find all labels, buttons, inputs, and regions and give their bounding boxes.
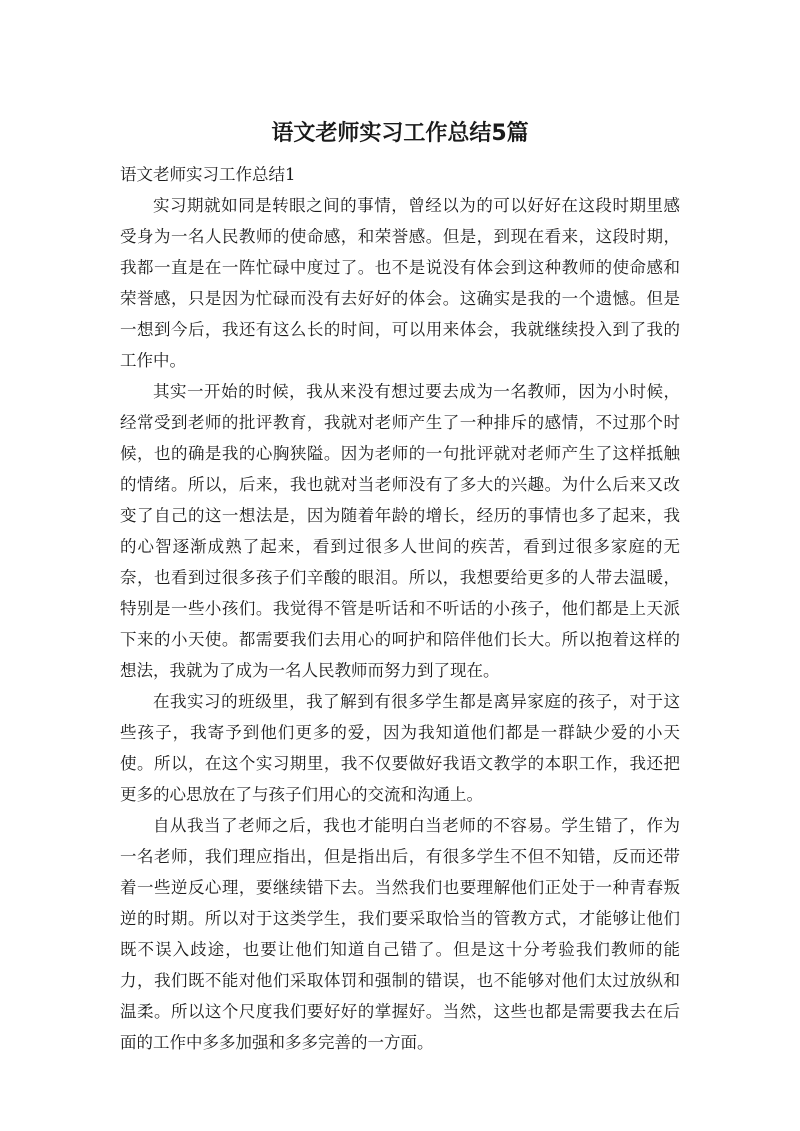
paragraph-1: 实习期就如同是转眼之间的事情，曾经以为的可以好好在这段时期里感受身为一名人民教师的使命感，和荣誉感。但是，到现在看来，这段时期，我都一直是在一阵忙碌中度过了。也不是说没有体会到这种教师的使命感和荣誉感，只是因为忙碌而没有去好好的体会。这确实是我的一个遗憾。但是一想到今后，我还有这么长的时间，可以用来体会，我就继续投入到了我的工作中。 xyxy=(120,196,680,370)
paragraph-2: 其实一开始的时候，我从来没有想过要去成为一名教师，因为小时候，经常受到老师的批评教育，我就对老师产生了一种排斥的感情，不过那个时候，也的确是我的心胸狭隘。因为老师的一句批评就对老师产生了这样抵触的情绪。所以，后来，我也就对当老师没有了多大的兴趣。为什么后来又改变了自己的这一想法是，因为随着年龄的增长，经历的事情也多了起来，我的心智逐渐成熟了起来，看到过很多人世间的疾苦，看到过很多家庭的无奈，也看到过很多孩子们辛酸的眼泪。所以，我想要给更多的人带去温暖，特别是一些小孩们。我觉得不管是听话和不听话的小孩子，他们都是上天派下来的小天使。都需要我们去用心的呵护和陪伴他们长大。所以抱着这样的想法，我就为了成为一名人民教师而努力到了现在。 xyxy=(120,382,680,680)
document-body xyxy=(120,160,680,1058)
document-title: 语文老师实习工作总结5篇 xyxy=(271,121,529,146)
paragraph-4: 自从我当了老师之后，我也才能明白当老师的不容易。学生错了，作为一名老师，我们理应指出，但是指出后，有很多学生不但不知错，反而还带着一些逆反心理，要继续错下去。当然我们也要理解他们正处于一种青春叛逆的时期。所以对于这类学生，我们要采取恰当的管教方式，才能够让他们既不误入歧途，也要让他们知道自己错了。但是这十分考验我们教师的能力，我们既不能对他们采取体罚和强制的错误，也不能够对他们太过放纵和温柔。所以这个尺度我们要好好的掌握好。当然，这些也都是需要我去在后面的工作中多多加强和多多完善的一方面。 xyxy=(120,816,680,1052)
paragraph-3: 在我实习的班级里，我了解到有很多学生都是离异家庭的孩子，对于这些孩子，我寄予到他们更多的爱，因为我知道他们都是一群缺少爱的小天使。所以，在这个实习期里，我不仅要做好我语文教学的本职工作，我还把更多的心思放在了与孩子们用心的交流和沟通上。 xyxy=(120,692,680,804)
section-heading: 语文老师实习工作总结1 xyxy=(120,165,296,184)
